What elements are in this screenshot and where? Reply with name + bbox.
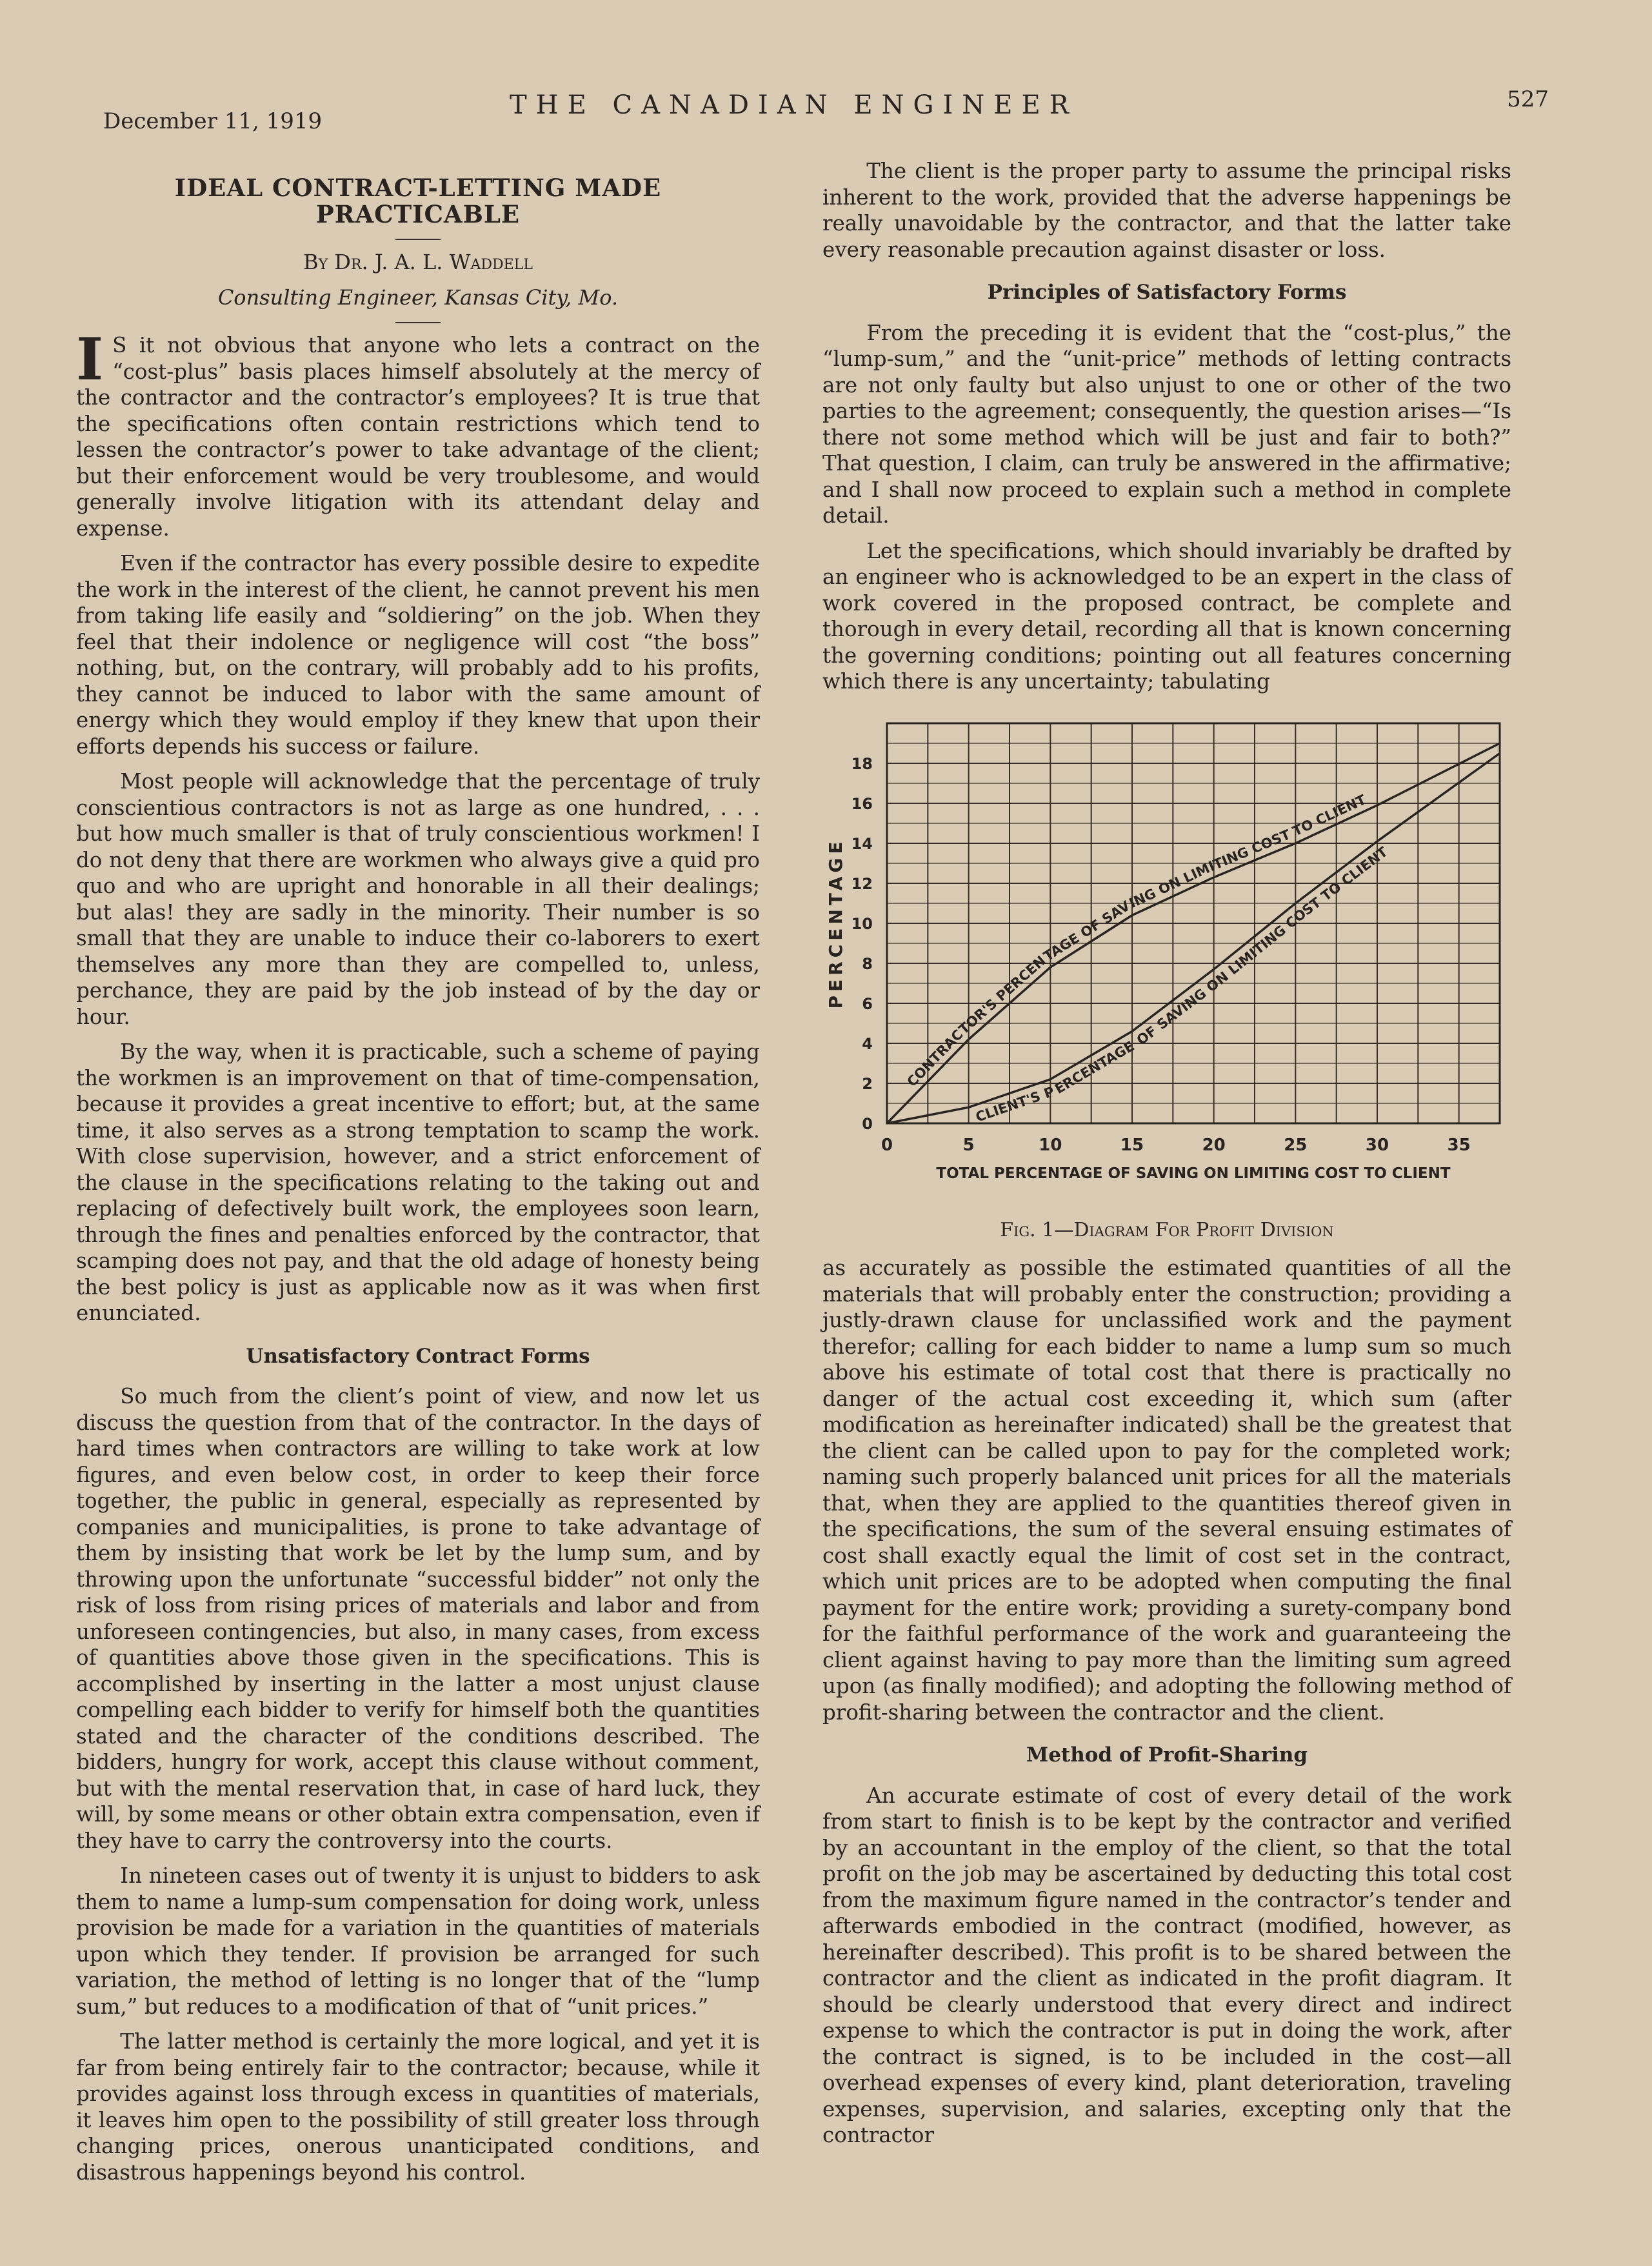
- paragraph: Let the specifications, which should invariably be drafted by an engineer who is acknowledged to be an expert in the class of work covered in the proposed contract, be complete and thorough in every detail, recording all that is known concerning the governing conditions; pointing out all features concerning which there is any uncertainty; tabulating: [822, 538, 1511, 694]
- x-tick-label: 30: [1365, 1135, 1389, 1155]
- y-tick-label: 16: [851, 794, 873, 813]
- y-axis-label: PERCENTAGE: [825, 837, 846, 1009]
- chart-grid: [887, 723, 1500, 1123]
- figure-caption: Fig. 1—Diagram For Profit Division: [1000, 1218, 1334, 1241]
- article-title: IDEAL CONTRACT-LETTING MADE PRACTICABLE: [174, 174, 662, 228]
- y-tick-label: 6: [862, 994, 873, 1013]
- paragraph: So much from the client’s point of view, and now let us discuss the question from that of the contractor. In the days of hard times when contractors are willing to take work at low figures, and even below cost, in order to keep their force together, the public in general, especially as represented by companies and municipalities, is prone to take advantage of them by insisting that work be let by the lump sum, and by throwing upon the unfortunate “successful bidder” not only the risk of loss from rising prices of materials and labor and from unforeseen contingencies, but also, in many cases, from excess of quantities above those given in the specifications. This is accomplished by inserting in the latter a most unjust clause compelling each bidder to verify for himself both the quantities stated and the character of the conditions described. The bidders, hungry for work, accept this clause without comment, but with the mental reservation that, in case of hard luck, they will, by some means or other obtain extra compensation, even if they have to carry the controversy into the courts.: [76, 1384, 760, 1853]
- paragraph: Even if the contractor has every possible desire to expedite the work in the interest of the client, he cannot prevent his men from taking life easily and “soldiering” on the job. When they feel that their indolence or negligence will cost “the boss” nothing, but, on the contrary, will probably add to his profits, they cannot be induced to labor with the same amount of energy which they would employ if they knew that upon their efforts depends his success or failure.: [76, 551, 760, 759]
- x-tick-label: 0: [881, 1135, 893, 1155]
- paragraph: The client is the proper party to assume the principal risks inherent to the work, provided that the adverse happenings be really unavoidable by the contractor, and that the latter take every reasonable precaution against disaster or loss.: [822, 159, 1511, 262]
- x-axis-label: TOTAL PERCENTAGE OF SAVING ON LIMITING COST TO CLIENT: [936, 1165, 1451, 1182]
- x-tick-label: 10: [1039, 1135, 1062, 1155]
- section-heading-principles: Principles of Satisfactory Forms: [987, 281, 1347, 304]
- chart-lines: [887, 743, 1500, 1123]
- y-tick-label: 18: [851, 754, 873, 773]
- paragraph: as accurately as possible the estimated quantities of all the materials that will probably enter the construction; providing a justly-drawn clause for unclassified work and the payment therefor; calling for each bidder to name a lump sum so much above his estimate of total cost that there is practically no danger of the actual cost exceeding it, which sum (after modification as hereinafter indicated) shall be the greatest that the client can be called upon to pay for the completed work; naming such properly balanced unit prices for all the materials that, when they are applied to the quantities thereof given in the specifications, the sum of the several ensuing estimates of cost shall exactly equal the limit of cost set in the contract, which unit prices are to be adopted when computing the final payment for the entire work; providing a surety-company bond for the faithful performance of the work and guaranteeing the client against having to pay more than the limiting sum agreed upon (as finally modified); and adopting the following method of profit-sharing between the contractor and the client.: [822, 1256, 1511, 1725]
- x-tick-label: 15: [1120, 1135, 1144, 1155]
- drop-cap: I: [76, 325, 104, 394]
- author-affiliation: Consulting Engineer, Kansas City, Mo.: [217, 285, 619, 310]
- profit-division-figure: [822, 710, 1511, 1244]
- series-label-text: CONTRACTOR'S PERCENTAGE OF SAVING ON LIMITING COST TO CLIENT: [904, 791, 1369, 1090]
- paragraph: Most people will acknowledge that the percentage of truly conscientious contractors is not as large as one hundred, . . . but how much smaller is that of truly conscientious workmen! I do not deny that there are workmen who always give a quid pro quo and who are upright and honorable in all their dealings; but alas! they are sadly in the minority. Their number is so small that they are unable to induce their co-laborers to exert themselves any more than they are compelled to, unless, perchance, they are paid by the job instead of by the day or hour.: [76, 769, 760, 1029]
- section-heading-unsatisfactory: Unsatisfactory Contract Forms: [246, 1344, 590, 1368]
- paragraph: The latter method is certainly the more logical, and yet it is far from being entirely fair to the contractor; because, while it provides against loss through excess in quantities of materials, it leaves him open to the possibility of still greater loss through changing prices, onerous unanticipated conditions, and disastrous happenings beyond his control.: [76, 2029, 760, 2185]
- y-tick-label: 14: [851, 834, 873, 853]
- issue-date: December 11, 1919: [103, 108, 323, 134]
- y-tick-label: 2: [862, 1074, 873, 1093]
- y-tick-label: 10: [851, 914, 873, 933]
- paragraph: From the preceding it is evident that the “cost-plus,” the “lump-sum,” and the “unit-price” methods of letting contracts are not only faulty but also unjust to one or other of the two parties to the agreement; consequently, the question arises—“Is there not some method which will be just and fair to both?” That question, I claim, can truly be answered in the affirmative; and I shall now proceed to explain such a method in complete detail.: [822, 320, 1511, 528]
- x-tick-label: 20: [1202, 1135, 1226, 1155]
- y-tick-label: 8: [862, 954, 873, 973]
- series-line: [887, 743, 1500, 1123]
- byline-rule: [395, 322, 441, 323]
- y-tick-label: 0: [862, 1114, 873, 1133]
- journal-title: THE CANADIAN ENGINEER: [510, 90, 1078, 120]
- intro-text: S it not obvious that anyone who lets a contract on the “cost-plus” basis places himself absolutely at the mercy of the contractor and the contractor’s employees? It is true that the specifications often contain restrictions which tend to lessen the contractor’s power to take advantage of the client; but their enforcement would be very troublesome, and would generally involve litigation with its attendant delay and expense.: [76, 333, 760, 541]
- y-tick-label: 4: [862, 1034, 873, 1053]
- x-tick-label: 5: [962, 1135, 975, 1155]
- paragraph: In nineteen cases out of twenty it is unjust to bidders to ask them to name a lump-sum compensation for doing work, unless provision be made for a variation in the quantities of materials upon which they tender. If provision be arranged for such variation, the method of letting is no longer that of the “lump sum,” but reduces to a modification of that of “unit prices.”: [76, 1863, 760, 2019]
- section-heading-profit-sharing: Method of Profit-Sharing: [1026, 1743, 1308, 1767]
- author-byline: By Dr. J. A. L. Waddell: [303, 250, 533, 274]
- title-rule: [395, 239, 441, 240]
- paragraph: By the way, when it is practicable, such a scheme of paying the workmen is an improvement on that of time-compensation, because it provides a great incentive to effort; but, at the same time, it also serves as a strong temptation to scamp the work. With close supervision, however, and a strict enforcement of the clause in the specifications relating to the taking out and replacing of defectively built work, the employees soon learn, through the fines and penalties enforced by the contractor, that scamping does not pay, and that the old adage of honesty being the best policy is just as applicable now as it was when first enunciated.: [76, 1039, 760, 1325]
- series-line: [887, 753, 1500, 1123]
- page-header: [97, 77, 1555, 134]
- paragraph: An accurate estimate of cost of every detail of the work from start to finish is to be kept by the contractor and verified by an accountant in the employ of the client, so that the total profit on the job may be ascertained by deducting this total cost from the maximum figure named in the contractor’s tender and afterwards embodied in the contract (modified, however, as hereinafter described). This profit is to be shared between the contractor and the client as indicated in the profit diagram. It should be clearly understood that every direct and indirect expense to which the contractor is put in doing the work, after the contract is signed, is to be included in the cost—all overhead expenses of every kind, plant deterioration, traveling expenses, supervision, and salaries, excepting only that the contractor: [822, 1783, 1511, 2147]
- x-tick-label: 25: [1284, 1135, 1308, 1155]
- page-number: 527: [1507, 86, 1549, 112]
- intro-paragraph: [76, 325, 760, 541]
- left-column: [76, 158, 760, 2194]
- profit-division-chart: [816, 710, 1519, 1214]
- right-column: [822, 158, 1511, 2158]
- x-tick-label: 35: [1447, 1135, 1471, 1155]
- series-label-text: CLIENT'S PERCENTAGE OF SAVING ON LIMITING COST TO CLIENT: [973, 843, 1391, 1125]
- y-tick-label: 12: [851, 874, 873, 893]
